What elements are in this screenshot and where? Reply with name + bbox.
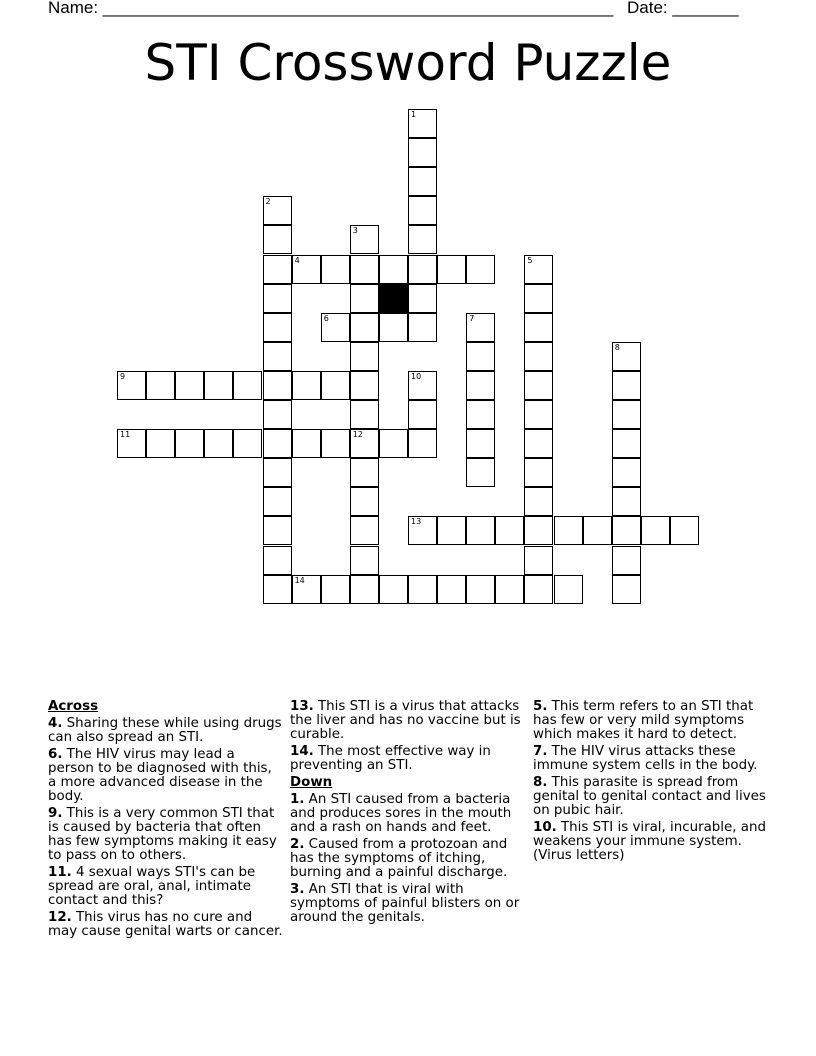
- clue-text: Caused from a protozoan and has the symptoms of itching, burning and a painful discharge.: [290, 837, 508, 880]
- grid-cell[interactable]: [263, 458, 292, 487]
- grid-cell[interactable]: [670, 516, 699, 545]
- grid-cell[interactable]: [408, 196, 437, 225]
- grid-cell[interactable]: [524, 429, 553, 458]
- clue-number-label: 2.: [290, 837, 305, 852]
- grid-cell[interactable]: [524, 342, 553, 371]
- grid-cell[interactable]: [583, 516, 612, 545]
- clue-item: [48, 807, 284, 863]
- grid-cell[interactable]: [263, 575, 292, 604]
- grid-cell[interactable]: [408, 516, 437, 545]
- grid-cell[interactable]: [350, 342, 379, 371]
- clue-item: [290, 745, 526, 773]
- grid-cell[interactable]: [146, 371, 175, 400]
- clue-text: The HIV virus attacks these immune system cells in the body.: [533, 744, 758, 773]
- grid-cell[interactable]: [524, 284, 553, 313]
- clue-item: [48, 748, 284, 804]
- grid-cell[interactable]: [554, 575, 583, 604]
- grid-cell[interactable]: [263, 400, 292, 429]
- clue-number-label: 1.: [290, 792, 305, 807]
- grid-cell[interactable]: [379, 575, 408, 604]
- clue-item: [48, 866, 284, 908]
- clue-number: 14: [294, 575, 305, 585]
- clue-text: This virus has no cure and may cause genital warts or cancer.: [48, 910, 283, 939]
- grid-cell[interactable]: [612, 458, 641, 487]
- grid-cell[interactable]: [495, 575, 524, 604]
- grid-cell[interactable]: [350, 371, 379, 400]
- date-line[interactable]: Date: _______: [627, 0, 739, 17]
- clue-text: This STI is viral, incurable, and weakens your immune system. (Virus letters): [533, 820, 766, 863]
- grid-cell[interactable]: [321, 429, 350, 458]
- clues-column-3: [533, 700, 769, 866]
- grid-cell[interactable]: [524, 458, 553, 487]
- grid-cell[interactable]: [408, 255, 437, 284]
- grid-cell[interactable]: [321, 255, 350, 284]
- clue-number: 2: [265, 197, 271, 207]
- grid-cell[interactable]: [408, 371, 437, 400]
- grid-cell[interactable]: [292, 255, 321, 284]
- grid-cell[interactable]: [292, 575, 321, 604]
- clue-number: 13: [411, 517, 422, 527]
- grid-cell[interactable]: [437, 575, 466, 604]
- grid-cell[interactable]: [263, 429, 292, 458]
- grid-cell[interactable]: [321, 575, 350, 604]
- clue-text: Sharing these while using drugs can also spread an STI.: [48, 716, 282, 745]
- grid-cell[interactable]: [466, 255, 495, 284]
- grid-cell[interactable]: [350, 284, 379, 313]
- clue-number: 12: [352, 430, 363, 440]
- grid-cell[interactable]: [263, 546, 292, 575]
- clue-number-label: 3.: [290, 882, 305, 897]
- grid-cell[interactable]: [263, 313, 292, 342]
- clue-number: 6: [323, 313, 329, 323]
- clue-number-label: 12.: [48, 910, 72, 925]
- grid-cell[interactable]: [263, 371, 292, 400]
- clue-number-label: 10.: [533, 820, 557, 835]
- clue-number: 7: [469, 313, 475, 323]
- grid-cell[interactable]: [495, 516, 524, 545]
- clue-number-label: 11.: [48, 865, 72, 880]
- grid-cell[interactable]: [437, 255, 466, 284]
- clue-item: [533, 745, 769, 773]
- clue-number: 5: [527, 255, 533, 265]
- grid-cell[interactable]: [466, 516, 495, 545]
- grid-cell[interactable]: [379, 255, 408, 284]
- grid-cell[interactable]: [524, 400, 553, 429]
- grid-cell[interactable]: [350, 225, 379, 254]
- grid-cell[interactable]: [466, 575, 495, 604]
- grid-cell[interactable]: [233, 429, 262, 458]
- grid-cell[interactable]: [612, 400, 641, 429]
- grid-cell[interactable]: [204, 429, 233, 458]
- grid-cell[interactable]: [263, 516, 292, 545]
- grid-cell[interactable]: [466, 313, 495, 342]
- across-heading: Across: [48, 699, 99, 714]
- clue-number-label: 7.: [533, 744, 548, 759]
- grid-cell[interactable]: [117, 429, 146, 458]
- grid-cell[interactable]: [437, 516, 466, 545]
- grid-cell[interactable]: [612, 546, 641, 575]
- grid-cell[interactable]: [321, 371, 350, 400]
- grid-cell[interactable]: [350, 516, 379, 545]
- grid-cell[interactable]: [263, 255, 292, 284]
- grid-cell[interactable]: [641, 516, 670, 545]
- grid-cell[interactable]: [524, 255, 553, 284]
- down-heading: Down: [290, 775, 333, 790]
- grid-cell[interactable]: [466, 400, 495, 429]
- clue-number-label: 5.: [533, 699, 548, 714]
- clue-number-label: 8.: [533, 775, 548, 790]
- grid-cell[interactable]: [612, 516, 641, 545]
- grid-cell[interactable]: [350, 400, 379, 429]
- clues-column-2: [290, 700, 526, 928]
- grid-cell[interactable]: [612, 487, 641, 516]
- grid-cell[interactable]: [175, 371, 204, 400]
- page-title: STI Crossword Puzzle: [144, 34, 672, 92]
- grid-cell[interactable]: [524, 546, 553, 575]
- grid-cell[interactable]: [350, 546, 379, 575]
- clue-number: 4: [294, 255, 300, 265]
- grid-cell[interactable]: [350, 575, 379, 604]
- grid-cell[interactable]: [612, 429, 641, 458]
- clue-number-label: 14.: [290, 744, 314, 759]
- clue-number: 1: [411, 110, 417, 119]
- clue-text: 4 sexual ways STI's can be spread are oral, anal, intimate contact and this?: [48, 865, 256, 908]
- clue-number: 8: [614, 342, 620, 352]
- clue-number: 9: [120, 371, 126, 381]
- grid-cell[interactable]: [408, 313, 437, 342]
- grid-cell[interactable]: [292, 371, 321, 400]
- grid-cell[interactable]: [466, 342, 495, 371]
- clue-item: [533, 821, 769, 863]
- grid-cell[interactable]: [612, 575, 641, 604]
- clue-item: [533, 700, 769, 742]
- grid-cell[interactable]: [524, 487, 553, 516]
- grid-cell[interactable]: [263, 342, 292, 371]
- clue-text: The HIV virus may lead a person to be diagnosed with this, a more advanced disease in the body.: [48, 747, 272, 804]
- clue-number-label: 6.: [48, 747, 63, 762]
- grid-cell[interactable]: [263, 487, 292, 516]
- clue-number: 3: [352, 226, 358, 236]
- clue-item: [48, 717, 284, 745]
- clue-text: This STI is a virus that attacks the liver and has no vaccine but is curable.: [290, 699, 521, 742]
- grid-cell[interactable]: [466, 429, 495, 458]
- grid-cell[interactable]: [146, 429, 175, 458]
- grid-cell[interactable]: [233, 371, 262, 400]
- clue-text: The most effective way in preventing an STI.: [290, 744, 491, 773]
- grid-cell[interactable]: [612, 371, 641, 400]
- grid-cell[interactable]: [350, 458, 379, 487]
- clue-item: [290, 883, 526, 925]
- grid-cell[interactable]: [263, 284, 292, 313]
- clue-text: This term refers to an STI that has few or very mild symptoms which makes it hard to detect.: [533, 699, 754, 742]
- grid-cell[interactable]: [408, 109, 437, 138]
- clue-text: An STI caused from a bacteria and produces sores in the mouth and a rash on hands and feet.: [290, 792, 512, 835]
- clue-number-label: 9.: [48, 806, 63, 821]
- grid-cell[interactable]: [379, 429, 408, 458]
- grid-cell[interactable]: [408, 284, 437, 313]
- grid-cell[interactable]: [350, 255, 379, 284]
- grid-cell[interactable]: [263, 196, 292, 225]
- clue-item: [533, 776, 769, 818]
- clue-number: 11: [120, 430, 131, 440]
- black-cell: [379, 284, 408, 313]
- grid-cell[interactable]: [524, 313, 553, 342]
- name-line[interactable]: Name: ______________________________________________________: [48, 0, 614, 17]
- grid-cell[interactable]: [612, 342, 641, 371]
- clue-text: An STI that is viral with symptoms of painful blisters on or around the genitals.: [290, 882, 520, 925]
- grid-cell[interactable]: [524, 371, 553, 400]
- grid-cell[interactable]: [204, 371, 233, 400]
- grid-cell[interactable]: [408, 429, 437, 458]
- grid-cell[interactable]: [350, 487, 379, 516]
- grid-cell[interactable]: [321, 313, 350, 342]
- clue-item: [290, 793, 526, 835]
- grid-cell[interactable]: [263, 225, 292, 254]
- clue-text: This is a very common STI that is caused by bacteria that often has few symptoms making it easy to pass on to others.: [48, 806, 277, 863]
- grid-cell[interactable]: [408, 167, 437, 196]
- grid-cell[interactable]: [350, 429, 379, 458]
- grid-cell[interactable]: [524, 575, 553, 604]
- grid-cell[interactable]: [408, 138, 437, 167]
- grid-cell[interactable]: [524, 516, 553, 545]
- grid-cell[interactable]: [117, 371, 146, 400]
- clue-number-label: 13.: [290, 699, 314, 714]
- grid-cell[interactable]: [350, 313, 379, 342]
- grid-cell[interactable]: [408, 575, 437, 604]
- grid-cell[interactable]: [292, 429, 321, 458]
- grid-cell[interactable]: [466, 458, 495, 487]
- clue-item: [290, 838, 526, 880]
- grid-cell[interactable]: [408, 400, 437, 429]
- grid-cell[interactable]: [379, 313, 408, 342]
- grid-cell[interactable]: [554, 516, 583, 545]
- clue-number-label: 4.: [48, 716, 63, 731]
- grid-cell[interactable]: [408, 225, 437, 254]
- clue-item: [290, 700, 526, 742]
- clue-item: [48, 911, 284, 939]
- grid-cell[interactable]: [466, 371, 495, 400]
- clue-number: 10: [411, 371, 422, 381]
- clue-text: This parasite is spread from genital to genital contact and lives on pubic hair.: [533, 775, 766, 818]
- clues-column-1: [48, 700, 284, 942]
- grid-cell[interactable]: [175, 429, 204, 458]
